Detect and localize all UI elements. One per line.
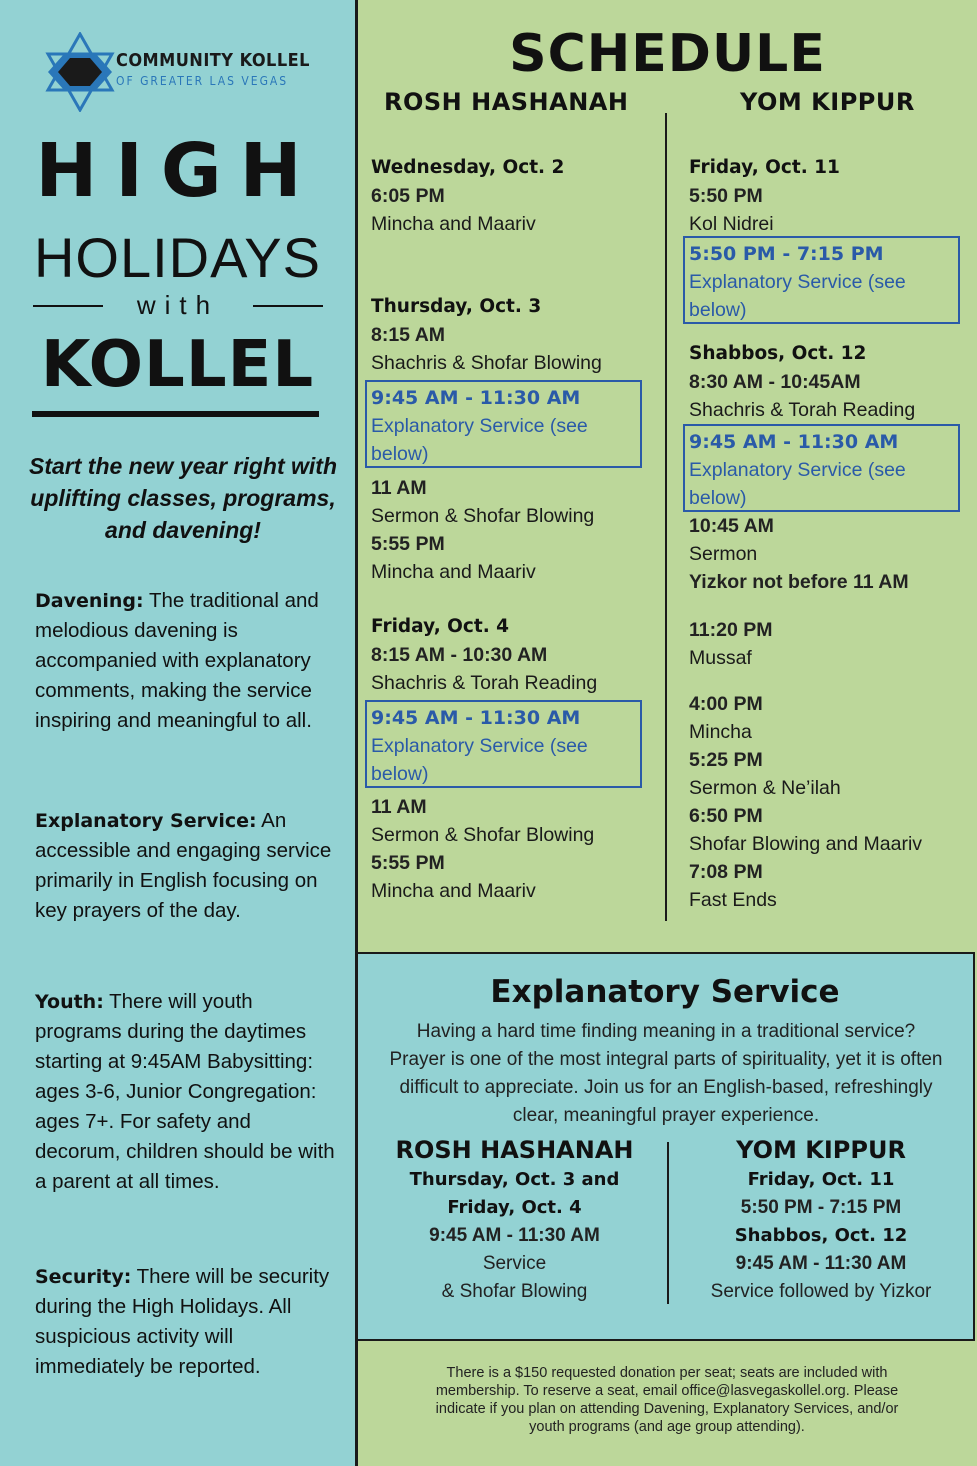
title-rule-right: [253, 305, 323, 307]
schedule-title: SCHEDULE: [509, 24, 826, 84]
title-underline: [32, 411, 319, 417]
time: 5:55 PM: [371, 533, 445, 555]
yk-explanatory-box-1: [683, 236, 960, 324]
star-of-david-icon: [44, 32, 116, 112]
info-label: Security:: [35, 1266, 132, 1288]
desc-line: Having a hard time finding meaning in a traditional service?: [416, 1021, 916, 1042]
event: Explanatory Service (see: [371, 415, 588, 437]
title-high: HIGH: [35, 128, 320, 214]
day-label: Wednesday, Oct. 2: [371, 157, 565, 178]
event: Shachris & Torah Reading: [689, 399, 916, 421]
rh-heading: ROSH HASHANAH: [384, 88, 629, 116]
time: 5:50 PM: [689, 185, 763, 207]
yk-day1: [689, 154, 840, 238]
event: Sermon & Ne’ilah: [689, 777, 841, 799]
time: 8:30 AM - 10:45AM: [689, 371, 861, 393]
event: Shachris & Torah Reading: [371, 672, 598, 694]
desc-line: Prayer is one of the most integral parts of spirituality, yet it is often: [389, 1049, 943, 1070]
time: 6:50 PM: [689, 805, 763, 827]
info-explanatory: [35, 806, 335, 926]
time: 11:20 PM: [689, 619, 773, 641]
exp-rh-date1: Thursday, Oct. 3 and: [409, 1169, 620, 1190]
event: Kol Nidrei: [689, 213, 774, 235]
explanatory-divider: [667, 1142, 669, 1304]
exp-yk-date1: Friday, Oct. 11: [747, 1169, 895, 1190]
footer-line: There is a $150 requested donation per seat; seats are included with: [446, 1365, 888, 1381]
time: 11 AM: [371, 796, 427, 818]
event: Explanatory Service (see: [371, 735, 588, 757]
event: Mincha and Maariv: [371, 561, 536, 583]
day-label: Thursday, Oct. 3: [371, 296, 542, 317]
logo: [44, 32, 324, 112]
time: 4:00 PM: [689, 693, 763, 715]
event: below): [371, 443, 429, 465]
time: 5:25 PM: [689, 749, 763, 771]
time: 10:45 AM: [689, 515, 774, 537]
event: below): [689, 487, 747, 509]
event: Sermon & Shofar Blowing: [371, 505, 595, 527]
title-with-row: [33, 290, 323, 320]
title-holidays: HOLIDAYS: [33, 226, 322, 289]
rh-day2-more: [371, 474, 594, 586]
explanatory-description: [364, 1018, 968, 1130]
time: 5:55 PM: [371, 852, 445, 874]
exp-yk-line1: Service followed by Yizkor: [710, 1281, 932, 1302]
yk-mussaf: [689, 616, 772, 672]
schedule-divider: [665, 113, 667, 921]
explanatory-title: Explanatory Service: [490, 974, 840, 1010]
event: Sermon: [689, 543, 758, 565]
event: Explanatory Service (see: [689, 271, 906, 293]
time: 7:08 PM: [689, 861, 763, 883]
exp-rh-line1: Service: [482, 1253, 547, 1274]
info-text: There will youth programs during the daytimes starting at 9:45AM Babysitting: ages 3-6, Junior Congregation: ages 7+. For safety and decorum, children should be with a parent at all times.: [35, 990, 335, 1193]
footer-line: youth programs (and age group attending).: [529, 1419, 805, 1435]
event: Fast Ends: [689, 889, 777, 911]
exp-yk-date2: Shabbos, Oct. 12: [734, 1225, 908, 1246]
exp-rh-time: 9:45 AM - 11:30 AM: [429, 1225, 600, 1246]
event: Explanatory Service (see: [689, 459, 906, 481]
exp-rh-line2: & Shofar Blowing: [441, 1281, 588, 1302]
explanatory-rh: [372, 1134, 657, 1306]
time: 9:45 AM - 11:30 AM: [371, 387, 581, 409]
info-youth: [35, 987, 335, 1197]
logo-subtitle: OF GREATER LAS VEGAS: [116, 74, 289, 88]
info-text: The traditional and melodious davening is accompanied with explanatory comments, making the service inspiring and meaningful to all.: [35, 589, 319, 732]
yk-heading: YOM KIPPUR: [740, 88, 915, 116]
yizkor-note: Yizkor not before 11 AM: [689, 571, 909, 593]
yk-day2: [689, 340, 915, 424]
day-label: Friday, Oct. 4: [371, 616, 510, 637]
rh-explanatory-box-1: [365, 380, 642, 468]
time: 8:15 AM - 10:30 AM: [371, 644, 548, 666]
event: below): [689, 299, 747, 321]
logo-name: COMMUNITY KOLLEL: [116, 50, 310, 71]
exp-rh-date2: Friday, Oct. 4: [447, 1197, 582, 1218]
event: Mincha and Maariv: [371, 880, 536, 902]
title-kollel: KOLLEL: [40, 328, 315, 402]
info-label: Explanatory Service:: [35, 810, 257, 832]
rh-day2: [371, 293, 602, 377]
title-with: with: [136, 290, 220, 320]
desc-line: clear, meaningful prayer experience.: [512, 1105, 820, 1126]
time: 11 AM: [371, 477, 427, 499]
info-security: [35, 1262, 335, 1382]
info-davening: [35, 586, 335, 736]
info-text: An accessible and engaging service primarily in English focusing on key prayers of the day.: [35, 809, 332, 922]
info-label: Davening:: [35, 590, 144, 612]
info-text: There will be security during the High Holidays. All suspicious activity will immediately be reported.: [35, 1265, 330, 1378]
time: 5:50 PM - 7:15 PM: [689, 243, 884, 265]
event: Sermon & Shofar Blowing: [371, 824, 595, 846]
time: 8:15 AM: [371, 324, 446, 346]
rh-day1: [371, 154, 564, 238]
donation-footer: [372, 1364, 962, 1436]
rh-day3-more: [371, 793, 594, 905]
event: Mincha: [689, 721, 752, 743]
event: Shachris & Shofar Blowing: [371, 352, 602, 374]
exp-rh-heading: ROSH HASHANAH: [395, 1136, 634, 1164]
yk-explanatory-box-2: [683, 424, 960, 512]
rh-explanatory-box-2: [365, 700, 642, 788]
explanatory-yk: [676, 1134, 966, 1306]
time: 9:45 AM - 11:30 AM: [689, 431, 899, 453]
tagline: Start the new year right with uplifting classes, programs, and davening!: [29, 453, 337, 543]
time: 9:45 AM - 11:30 AM: [371, 707, 581, 729]
rh-day3: [371, 613, 597, 697]
event: below): [371, 763, 429, 785]
day-label: Friday, Oct. 11: [689, 157, 840, 178]
footer-line: membership. To reserve a seat, email office@lasvegaskollel.org. Please: [435, 1383, 899, 1399]
time: 6:05 PM: [371, 185, 445, 207]
exp-yk-time1: 5:50 PM - 7:15 PM: [740, 1197, 902, 1218]
event: Shofar Blowing and Maariv: [689, 833, 923, 855]
desc-line: difficult to appreciate. Join us for an English-based, refreshingly: [399, 1077, 933, 1098]
exp-yk-time2: 9:45 AM - 11:30 AM: [735, 1253, 907, 1274]
yk-afternoon: [689, 690, 922, 914]
yk-day2-more: [689, 512, 909, 596]
day-label: Shabbos, Oct. 12: [689, 343, 867, 364]
footer-line: indicate if you plan on attending Davening, Explanatory Services, and/or: [435, 1401, 899, 1417]
event: Mussaf: [689, 647, 752, 669]
event: Mincha and Maariv: [371, 213, 536, 235]
explanatory-panel: [356, 952, 975, 1341]
info-label: Youth:: [35, 991, 104, 1013]
exp-yk-heading: YOM KIPPUR: [736, 1136, 906, 1164]
